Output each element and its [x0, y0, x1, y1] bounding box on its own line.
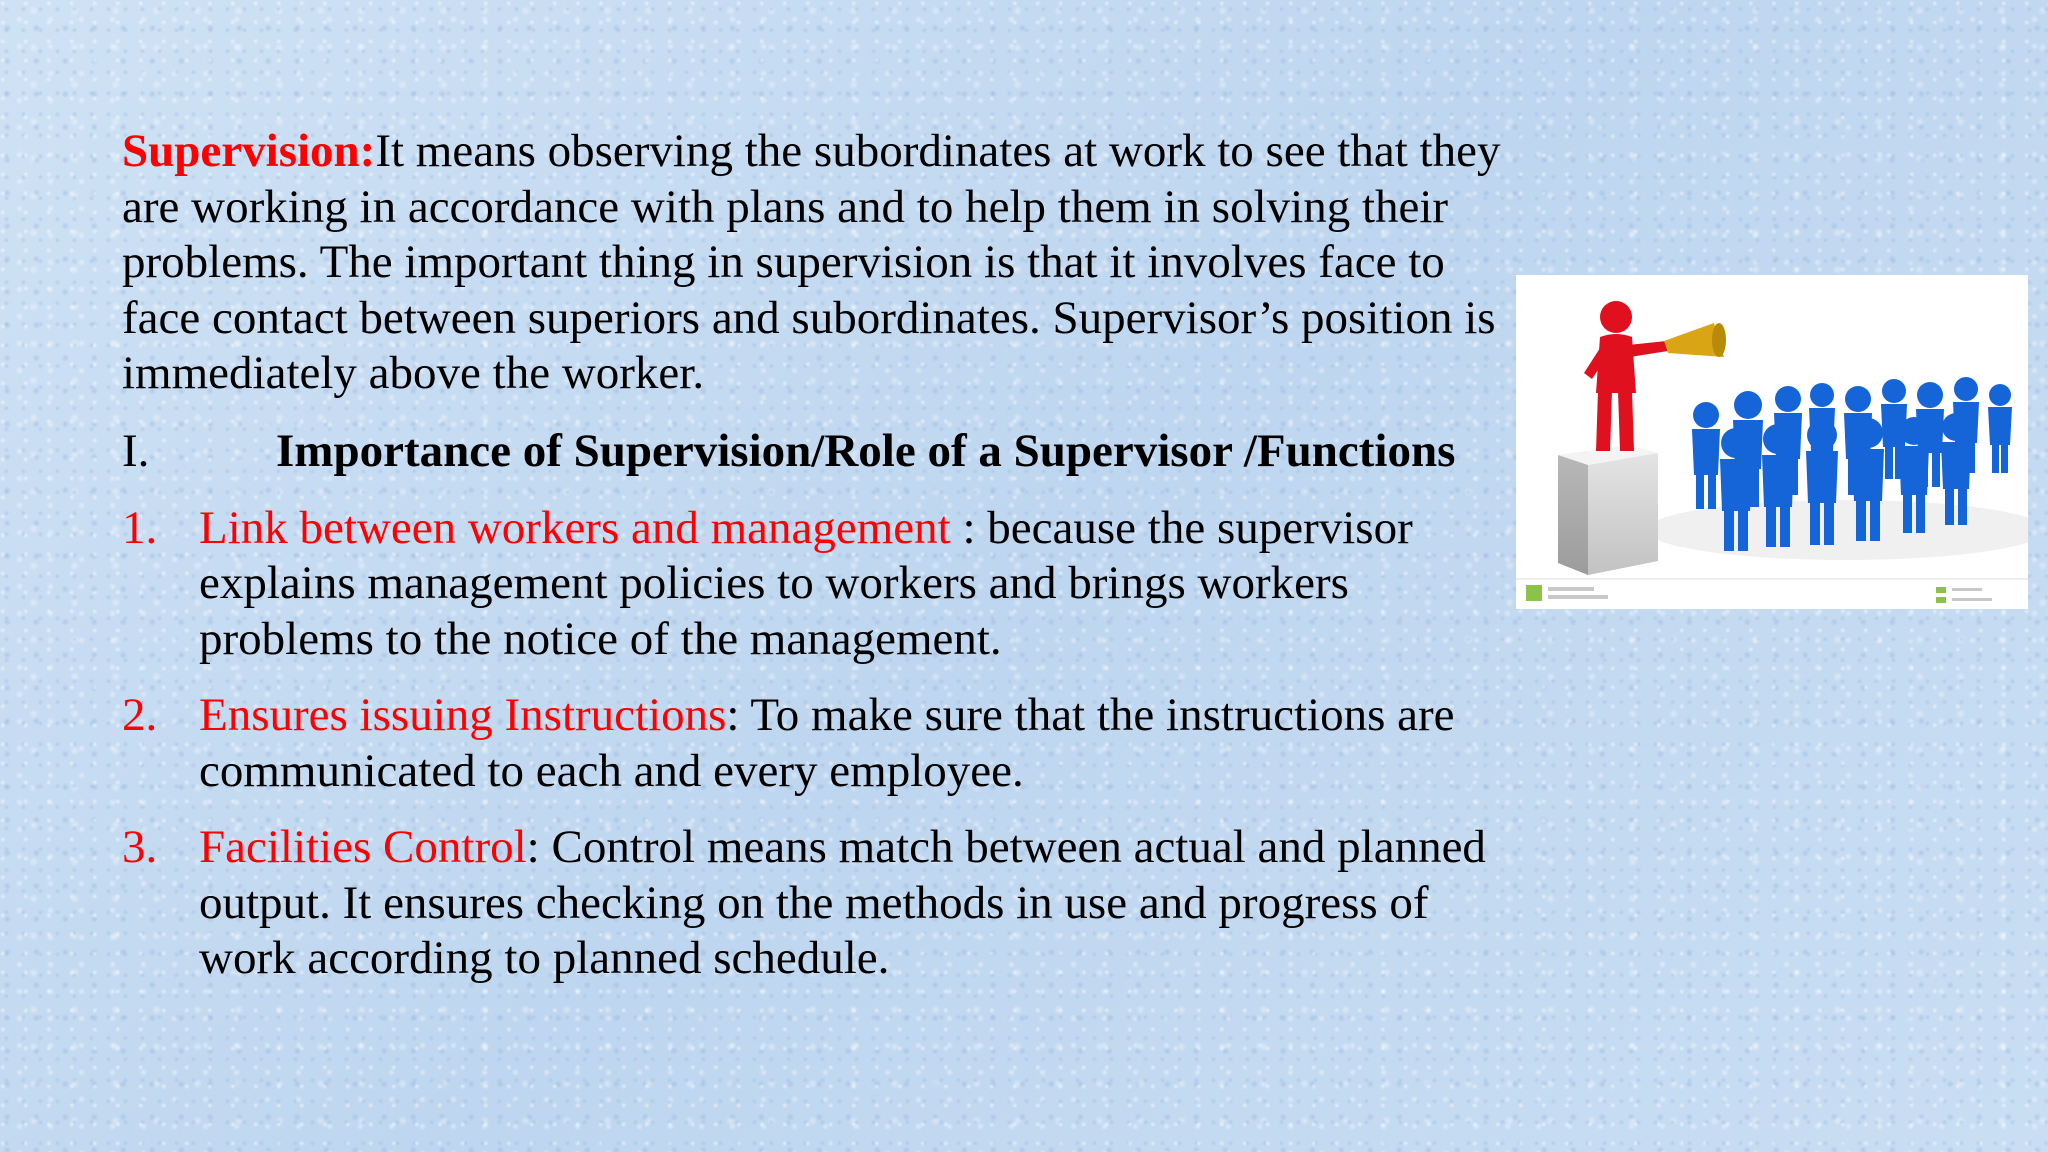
functions-list	[122, 501, 1502, 987]
list-item-title: Facilities Control	[199, 821, 527, 873]
list-item-title: Link between workers and management	[199, 501, 951, 554]
list-item	[122, 820, 1502, 987]
intro-paragraph	[122, 124, 1502, 402]
list-item-number: 2.	[122, 689, 158, 741]
section-heading	[122, 424, 1502, 479]
intro-term: Supervision:	[122, 125, 376, 177]
list-item-text: : because the supervisor explains management policies to workers and brings workers problems to the notice of the management.	[199, 501, 1413, 665]
list-item-text: : To make sure that the instructions are communicated to each and every employee.	[199, 689, 1455, 797]
list-item	[122, 501, 1502, 668]
list-item-title: Ensures issuing Instructions	[199, 689, 727, 741]
heading-numeral: I.	[122, 424, 150, 477]
slide-content	[122, 124, 1502, 1008]
list-item	[122, 688, 1502, 799]
leader-with-megaphone-icon	[1516, 275, 2028, 609]
intro-text: It means observing the subordinates at work to see that they are working in accordance with plans and to help them in solving their problems. The important thing in supervision is that it involves face to face contact between superiors and subordinates. Supervisor’s position is immediately above the worker.	[122, 125, 1501, 399]
list-item-text: : Control means match between actual and planned output. It ensures checking on the methods in use and progress of work according to planned schedule.	[199, 821, 1486, 984]
list-item-number: 1.	[122, 501, 158, 554]
leader-crowd-illustration	[1516, 275, 2028, 609]
list-item-number: 3.	[122, 821, 158, 873]
heading-text: Importance of Supervision/Role of a Supervisor /Functions	[276, 424, 1456, 477]
